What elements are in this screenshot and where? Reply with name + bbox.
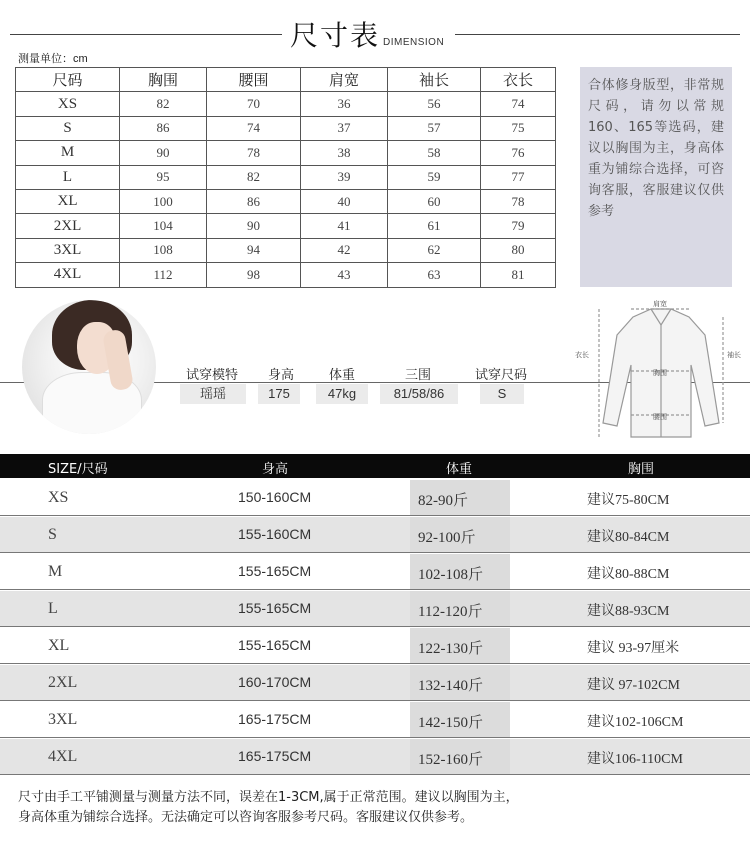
table-cell: 104 bbox=[120, 214, 207, 238]
body-chest: 建议106-110CM bbox=[587, 752, 683, 767]
diagram-length: 衣长 bbox=[575, 351, 589, 359]
diagram-shoulder: 肩宽 bbox=[653, 300, 667, 308]
table-cell: 40 bbox=[301, 189, 388, 213]
body-size: S bbox=[48, 526, 57, 543]
table-cell: 41 bbox=[301, 214, 388, 238]
table-cell: 77 bbox=[481, 165, 556, 189]
footer-line-1: 尺寸由手工平铺测量与测量方法不同，误差在1-3CM,属于正常范围。建议以胸围为主， bbox=[18, 790, 519, 805]
table-row bbox=[0, 628, 750, 664]
model-label-name: 试穿模特 bbox=[185, 368, 238, 383]
table-cell: 39 bbox=[301, 165, 388, 189]
table-cell: 63 bbox=[388, 263, 481, 287]
page-title: 尺寸表 bbox=[290, 19, 381, 52]
table-row bbox=[16, 238, 556, 262]
table-cell: 56 bbox=[388, 92, 481, 116]
col-header-size: SIZE/尺码 bbox=[48, 462, 108, 477]
col-header-shoulder: 肩宽 bbox=[301, 68, 388, 92]
model-value-name: 瑶瑶 bbox=[180, 384, 246, 404]
table-cell: XL bbox=[16, 189, 120, 213]
body-size: 2XL bbox=[48, 674, 78, 691]
table-cell: 100 bbox=[120, 189, 207, 213]
table-row bbox=[0, 480, 750, 516]
body-chest: 建议102-106CM bbox=[587, 715, 684, 730]
model-label-measurements: 三围 bbox=[404, 368, 431, 383]
body-weight: 132-140斤 bbox=[418, 678, 483, 694]
model-value-measurements: 81/58/86 bbox=[380, 384, 458, 404]
body-height: 160-170CM bbox=[238, 674, 312, 690]
table-row bbox=[0, 665, 750, 701]
body-size: 3XL bbox=[48, 711, 78, 728]
table-cell: 98 bbox=[207, 263, 301, 287]
table-row bbox=[16, 92, 556, 116]
body-weight: 82-90斤 bbox=[418, 493, 468, 509]
table-cell: M bbox=[16, 141, 120, 165]
col-header-sleeve: 袖长 bbox=[388, 68, 481, 92]
model-label-weight: 体重 bbox=[328, 368, 355, 383]
body-height: 150-160CM bbox=[238, 489, 312, 505]
table-cell: 82 bbox=[207, 165, 301, 189]
table-cell: XS bbox=[16, 92, 120, 116]
body-size: 4XL bbox=[48, 748, 78, 765]
table-cell: 81 bbox=[481, 263, 556, 287]
table-cell: 79 bbox=[481, 214, 556, 238]
table-cell: 80 bbox=[481, 238, 556, 262]
header-rule-right bbox=[455, 34, 740, 35]
body-weight: 152-160斤 bbox=[418, 752, 483, 768]
footer-note bbox=[18, 788, 738, 828]
table-cell: 90 bbox=[120, 141, 207, 165]
col-header-size: 尺码 bbox=[16, 68, 120, 92]
table-row bbox=[0, 517, 750, 553]
table-cell: 112 bbox=[120, 263, 207, 287]
size-table bbox=[15, 67, 556, 288]
table-cell: 3XL bbox=[16, 238, 120, 262]
body-weight: 142-150斤 bbox=[418, 715, 483, 731]
body-height: 155-165CM bbox=[238, 637, 312, 653]
body-weight: 92-100斤 bbox=[418, 530, 476, 546]
table-cell: 57 bbox=[388, 116, 481, 140]
col-header-weight: 体重 bbox=[446, 462, 473, 477]
col-header-chest: 胸围 bbox=[120, 68, 207, 92]
body-height: 165-175CM bbox=[238, 748, 312, 764]
diagram-waist: 腰围 bbox=[653, 413, 667, 421]
body-weight: 122-130斤 bbox=[418, 641, 483, 657]
table-cell: 59 bbox=[388, 165, 481, 189]
body-size: XL bbox=[48, 637, 70, 654]
table-cell: 90 bbox=[207, 214, 301, 238]
diagram-sleeve: 袖长 bbox=[727, 351, 741, 359]
table-cell: 108 bbox=[120, 238, 207, 262]
header-rule-left bbox=[10, 34, 282, 35]
table-row bbox=[16, 141, 556, 165]
table-cell: 82 bbox=[120, 92, 207, 116]
table-cell: 70 bbox=[207, 92, 301, 116]
body-height: 155-165CM bbox=[238, 563, 312, 579]
table-cell: 95 bbox=[120, 165, 207, 189]
body-chest: 建议 93-97厘米 bbox=[587, 641, 680, 656]
body-height: 155-165CM bbox=[238, 600, 312, 616]
model-value-height: 175 bbox=[258, 384, 300, 404]
unit-label: 测量单位：cm bbox=[18, 53, 88, 65]
table-cell: 86 bbox=[207, 189, 301, 213]
table-cell: L bbox=[16, 165, 120, 189]
table-row bbox=[0, 739, 750, 775]
table-cell: 2XL bbox=[16, 214, 120, 238]
body-weight: 112-120斤 bbox=[418, 604, 483, 620]
diagram-chest: 胸围 bbox=[653, 369, 667, 377]
footer-line-2: 身高体重为铺综合选择。无法确定可以咨询客服参考尺码。客服建议仅供参考。 bbox=[18, 810, 474, 825]
body-height: 155-160CM bbox=[238, 526, 312, 542]
table-row bbox=[16, 116, 556, 140]
body-height: 165-175CM bbox=[238, 711, 312, 727]
table-cell: 94 bbox=[207, 238, 301, 262]
col-header-height: 身高 bbox=[262, 462, 289, 477]
table-cell: 58 bbox=[388, 141, 481, 165]
table-row bbox=[16, 214, 556, 238]
table-cell: 75 bbox=[481, 116, 556, 140]
table-cell: 42 bbox=[301, 238, 388, 262]
page-title-en: DIMENSION bbox=[383, 37, 445, 48]
table-cell: 43 bbox=[301, 263, 388, 287]
table-cell: 74 bbox=[481, 92, 556, 116]
sizing-note: 合体修身版型，非常规尺码，请勿以常规160、165等选码，建议以胸围为主，身高体重为铺综合选择，可咨询客服，客服建议仅供参考 bbox=[580, 67, 732, 287]
body-size: XS bbox=[48, 489, 69, 506]
table-cell: 78 bbox=[481, 189, 556, 213]
col-header-waist: 腰围 bbox=[207, 68, 301, 92]
body-weight: 102-108斤 bbox=[418, 567, 483, 583]
table-cell: S bbox=[16, 116, 120, 140]
table-cell: 62 bbox=[388, 238, 481, 262]
size-table-header bbox=[16, 68, 556, 92]
body-size: M bbox=[48, 563, 63, 580]
col-header-chest: 胸围 bbox=[628, 462, 655, 477]
table-cell: 61 bbox=[388, 214, 481, 238]
shirt-diagram bbox=[573, 295, 748, 445]
table-cell: 60 bbox=[388, 189, 481, 213]
body-chest: 建议80-88CM bbox=[587, 567, 670, 582]
body-table-header bbox=[0, 454, 750, 478]
table-row bbox=[0, 702, 750, 738]
table-row bbox=[0, 554, 750, 590]
body-chest: 建议75-80CM bbox=[587, 493, 670, 508]
table-cell: 86 bbox=[120, 116, 207, 140]
body-size: L bbox=[48, 600, 58, 617]
table-row bbox=[0, 591, 750, 627]
table-cell: 4XL bbox=[16, 263, 120, 287]
body-chest: 建议80-84CM bbox=[587, 530, 670, 545]
col-header-length: 衣长 bbox=[481, 68, 556, 92]
table-row bbox=[16, 263, 556, 287]
model-label-size: 试穿尺码 bbox=[474, 368, 527, 383]
model-value-size: S bbox=[480, 384, 524, 404]
table-row bbox=[16, 165, 556, 189]
table-cell: 38 bbox=[301, 141, 388, 165]
table-cell: 74 bbox=[207, 116, 301, 140]
table-cell: 37 bbox=[301, 116, 388, 140]
table-cell: 78 bbox=[207, 141, 301, 165]
body-chest: 建议88-93CM bbox=[587, 604, 670, 619]
model-avatar bbox=[22, 300, 156, 434]
table-row bbox=[16, 189, 556, 213]
body-chest: 建议 97-102CM bbox=[587, 678, 680, 693]
table-cell: 76 bbox=[481, 141, 556, 165]
model-value-weight: 47kg bbox=[316, 384, 368, 404]
table-cell: 36 bbox=[301, 92, 388, 116]
model-label-height: 身高 bbox=[267, 368, 294, 383]
